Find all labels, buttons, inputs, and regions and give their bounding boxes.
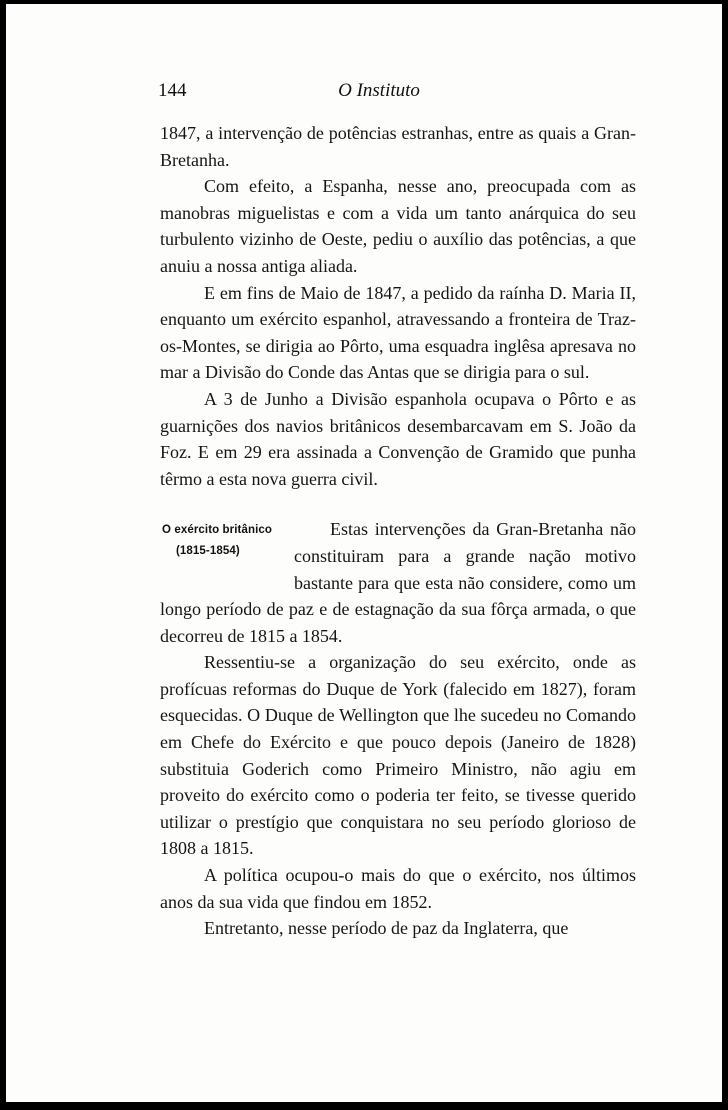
section-first-paragraph: Estas intervenções da Gran-Bretanha não constituiram para a grande nação motivo bastante para que esta não considere, como um longo período de paz e de estagnação da sua fôrça armada, o que decorreu de 1815 a 1854. [160,519,636,646]
paragraph: E em fins de Maio de 1847, a pedido da raínha D. Maria II, enquanto um exército espanhol, atravessando a fronteira de Traz-os-Montes, se dirigia ao Pôrto, uma esquadra inglêsa apresava no mar a Divisão do Conde das Antas que se dirigia para o sul. [160,282,636,383]
paragraph: Entretanto, nesse período de paz da Inglaterra, que [204,918,569,939]
page-header [6,80,722,110]
running-title: O Instituto [338,80,420,101]
margin-note [162,520,286,562]
page-number: 144 [158,80,187,101]
section-british-army [160,516,636,942]
margin-note-title: O exército britânico [162,524,273,537]
paragraph: A 3 de Junho a Divisão espanhola ocupava o Pôrto e as guarnições dos navios britânicos desembarcavam em S. João da Foz. E em 29 era assinada a Convenção de Gramido que punha têrmo a esta nova guerra civil. [160,388,636,489]
paragraph: Com efeito, a Espanha, nesse ano, preocupada com as manobras miguelistas e com a vida um tanto anárquica do seu turbulento vizinho de Oeste, pediu o auxílio das potências, a que anuiu a nossa antiga aliada. [160,176,636,276]
paragraph: A política ocupou-o mais do que o exército, nos últimos anos da sua vida que findou em 1852. [160,865,636,912]
paragraph: Ressentiu-se a organização do seu exército, onde as profícuas reformas do Duque de York (falecido em 1827), foram esquecidas. O Duque de Wellington que lhe sucedeu no Comando em Chefe do Exército e que pouco depois (Janeiro de 1828) substituia Goderich como Primeiro Ministro, não agiu em proveito do exército como o poderia ter feito, se tivesse querido utilizar o prestígio que conquistara no seu período glorioso de 1808 a 1815. [160,652,636,859]
page-body [160,120,636,942]
margin-note-dates: (1815-1854) [176,545,240,558]
book-page [6,4,722,1102]
paragraph-continued: 1847, a intervenção de potências estranhas, entre as quais a Gran-Bretanha. [160,123,636,170]
